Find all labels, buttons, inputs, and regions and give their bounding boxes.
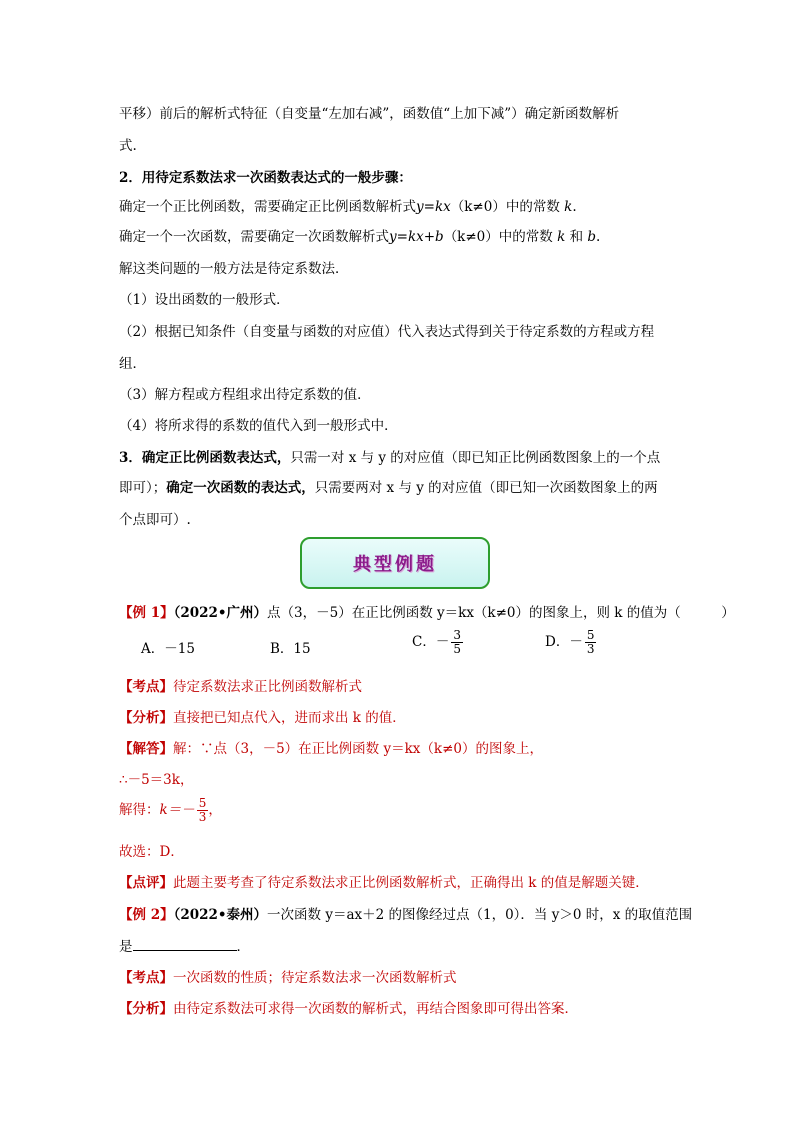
option-d-fraction bbox=[585, 629, 597, 656]
p1-end: . bbox=[572, 199, 577, 215]
p1-pre: 确定一个正比例函数，需要确定正比例函数解析式 bbox=[119, 199, 416, 215]
section3-line-1 bbox=[119, 448, 660, 468]
typical-examples-banner bbox=[300, 537, 490, 589]
option-c-denominator: 5 bbox=[453, 642, 461, 656]
example2-kaodian-text: 一次函数的性质；待定系数法求一次函数解析式 bbox=[173, 970, 457, 986]
p1-formula: y=kx bbox=[416, 199, 451, 215]
example1-solve bbox=[119, 797, 222, 824]
p2-var1: k bbox=[557, 229, 566, 245]
solve-denominator: 3 bbox=[198, 810, 207, 824]
option-d-numerator: 5 bbox=[586, 628, 595, 642]
example1-dianping bbox=[119, 873, 649, 893]
example1-source: （2022•广州） bbox=[173, 605, 268, 621]
example1-tag: 【例 1】 bbox=[119, 605, 174, 621]
example2-stem-2 bbox=[119, 936, 250, 957]
example1-step-a: ∴－5＝3k， bbox=[119, 772, 194, 788]
banner-label: 典型例题 bbox=[353, 554, 437, 575]
option-c bbox=[412, 629, 463, 656]
example2-kaodian-tag: 【考点】 bbox=[119, 970, 173, 986]
example2-fenxi bbox=[119, 999, 578, 1019]
option-c-label: C．－ bbox=[412, 634, 450, 650]
jieda-text: 解：∵点（3，－5）在正比例函数 y＝kx（k≠0）的图象上， bbox=[173, 741, 543, 757]
example1-stem bbox=[119, 603, 735, 623]
step-1: （1）设出函数的一般形式． bbox=[119, 292, 290, 308]
step-2a: （2）根据已知条件（自变量与函数的对应值）代入表达式得到关于待定系数的方程或方程 bbox=[119, 324, 655, 340]
example2-stem bbox=[119, 905, 692, 925]
step-2b: 组． bbox=[119, 356, 146, 372]
option-d-label: D．－ bbox=[545, 634, 583, 650]
kaodian-text: 待定系数法求正比例函数解析式 bbox=[173, 679, 362, 695]
example2-kaodian bbox=[119, 968, 457, 988]
section3-line-2 bbox=[119, 478, 658, 498]
solve-label: 解得： bbox=[119, 802, 160, 818]
p1-post: 中的常数 bbox=[505, 199, 560, 215]
intro-line-2: 式. bbox=[119, 138, 137, 154]
section3-bold-1: 3．确定正比例函数表达式， bbox=[119, 450, 291, 466]
example2-tag: 【例 2】 bbox=[119, 907, 174, 923]
example2-fenxi-tag: 【分析】 bbox=[119, 1001, 173, 1017]
p2-end: . bbox=[596, 229, 601, 245]
section3-line-3: 个点即可）. bbox=[119, 512, 191, 528]
step-3: （3）解方程或方程组求出待定系数的值． bbox=[119, 387, 371, 403]
option-d-denominator: 3 bbox=[586, 642, 595, 656]
option-c-fraction bbox=[451, 629, 463, 656]
p2-and: 和 bbox=[569, 229, 584, 245]
dianping-text: 此题主要考查了待定系数法求正比例函数解析式，正确得出 k 的值是解题关键． bbox=[173, 875, 649, 891]
example1-kaodian bbox=[119, 677, 362, 697]
option-c-numerator: 3 bbox=[453, 628, 461, 642]
fenxi-tag: 【分析】 bbox=[119, 710, 173, 726]
example1-jieda bbox=[119, 739, 543, 759]
solve-fraction bbox=[197, 797, 209, 824]
section2-p1 bbox=[119, 197, 577, 217]
example2-source: （2022•泰州） bbox=[173, 907, 268, 923]
option-d bbox=[545, 629, 596, 656]
p1-var: k bbox=[564, 199, 573, 215]
option-b: B．15 bbox=[270, 641, 311, 657]
solve-numerator: 5 bbox=[198, 796, 207, 810]
dianping-tag: 【点评】 bbox=[119, 875, 173, 891]
fenxi-text: 直接把已知点代入，进而求出 k 的值． bbox=[173, 710, 406, 726]
section3-bold-2: 确定一次函数的表达式， bbox=[166, 480, 315, 496]
example1-fenxi bbox=[119, 708, 406, 728]
answer-blank[interactable] bbox=[133, 936, 237, 951]
option-a: A．－15 bbox=[141, 641, 195, 657]
p2-pre: 确定一个一次函数，需要确定一次函数解析式 bbox=[119, 229, 389, 245]
section3-text-1: 只需一对 x 与 y 的对应值（即已知正比例函数图象上的一个点 bbox=[290, 450, 661, 466]
section3-text-2b: 只需要两对 x 与 y 的对应值（即已知一次函数图象上的两 bbox=[314, 480, 658, 496]
intro-line-1: 平移）前后的解析式特征（自变量“左加右减”，函数值“上加下减”）确定新函数解析 bbox=[119, 106, 620, 122]
example1-answer: 故选：D． bbox=[119, 844, 184, 860]
solve-lhs: k＝－ bbox=[159, 802, 195, 818]
example2-fenxi-text: 由待定系数法可求得一次函数的解析式，再结合图象即可得出答案． bbox=[173, 1001, 578, 1017]
section2-p3: 解这类问题的一般方法是待定系数法． bbox=[119, 261, 349, 277]
p2-post: 中的常数 bbox=[498, 229, 553, 245]
section3-text-2a: 即可）； bbox=[119, 480, 167, 496]
section2-heading: 2．用待定系数法求一次函数表达式的一般步骤： bbox=[119, 170, 412, 186]
section2-p2 bbox=[119, 227, 600, 247]
example2-stem2-end: ． bbox=[236, 939, 250, 955]
example2-stem2-label: 是 bbox=[119, 939, 133, 955]
jieda-tag: 【解答】 bbox=[119, 741, 173, 757]
p2-var2: b bbox=[587, 229, 597, 245]
p2-formula: y=kx+b bbox=[389, 229, 444, 245]
kaodian-tag: 【考点】 bbox=[119, 679, 173, 695]
example1-question: 点（3，－5）在正比例函数 y＝kx（k≠0）的图象上，则 k 的值为（ ） bbox=[267, 605, 735, 621]
p2-cond: （k≠0） bbox=[443, 229, 499, 245]
example2-question: 一次函数 y＝ax＋2 的图像经过点（1，0）．当 y＞0 时，x 的取值范围 bbox=[267, 907, 693, 923]
p1-cond: （k≠0） bbox=[450, 199, 506, 215]
step-4: （4）将所求得的系数的值代入到一般形式中． bbox=[119, 418, 398, 434]
solve-end: ， bbox=[208, 802, 222, 818]
